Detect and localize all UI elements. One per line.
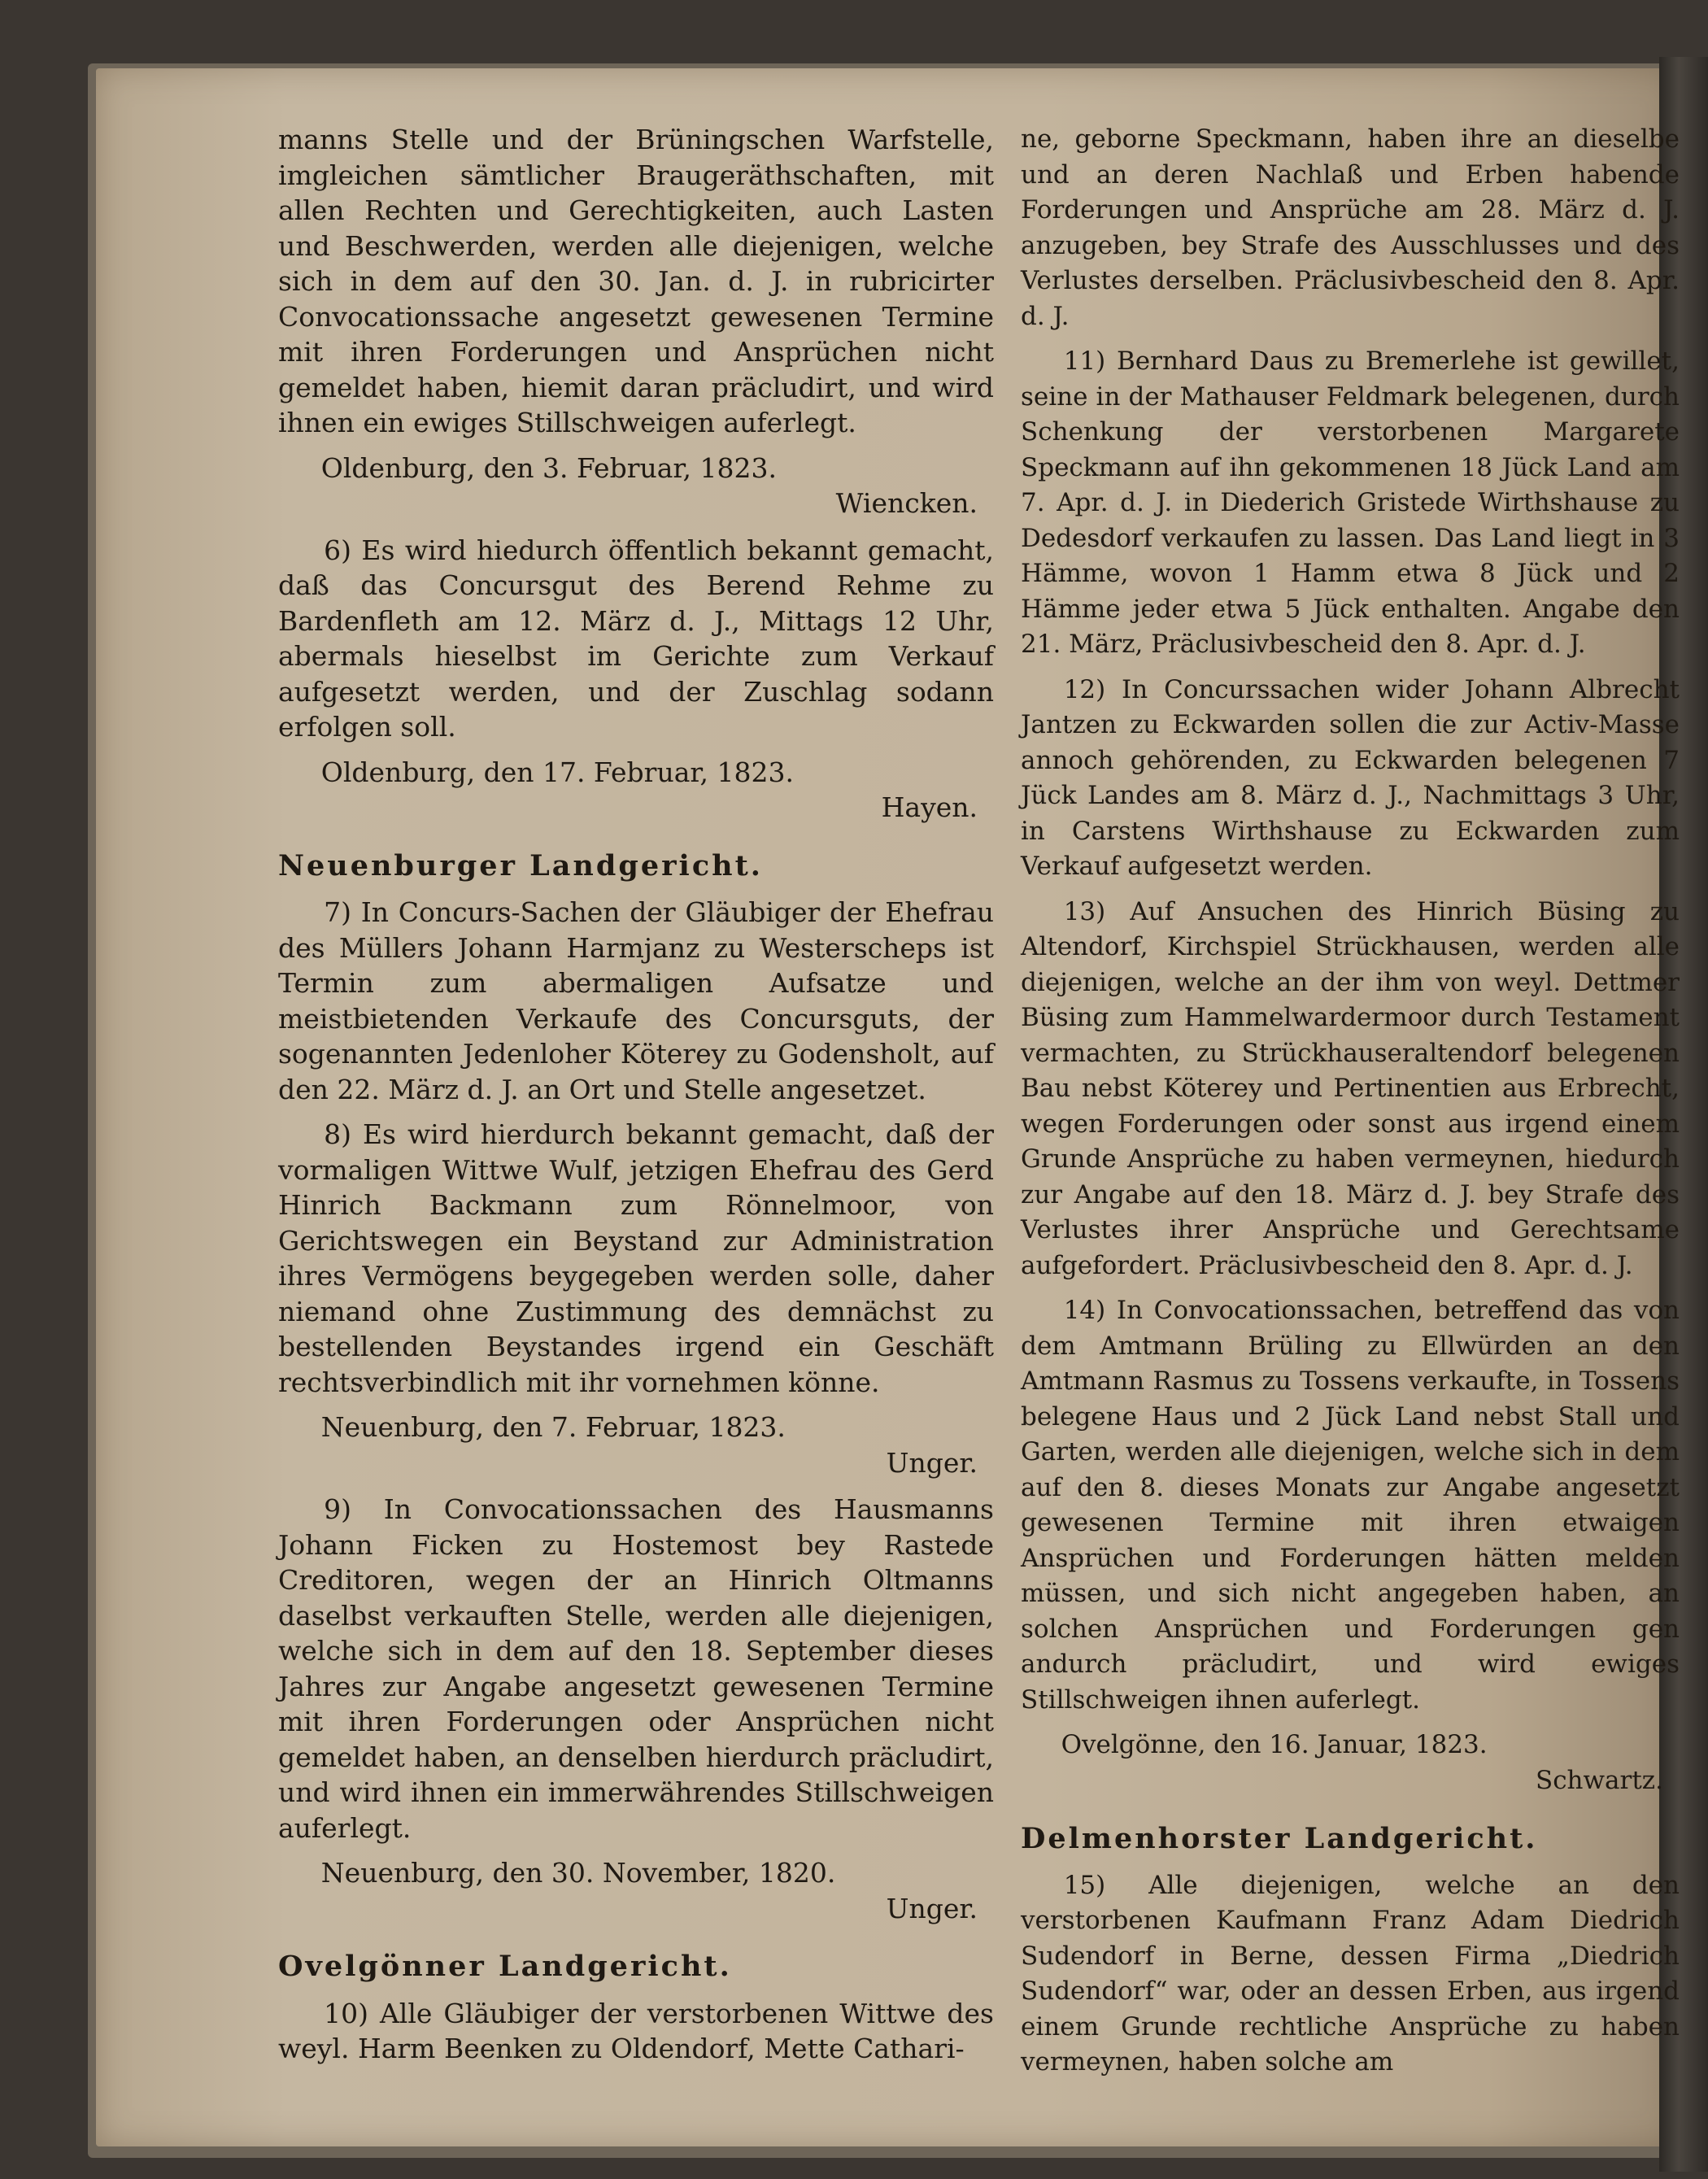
notice-5-dateline: Oldenburg, den 3. Februar, 1823. — [320, 451, 777, 484]
section-heading-ovelgoenne: Ovelgönner Landgericht. — [278, 1950, 732, 1983]
notice-9: 9) In Convocationssachen des Hausmanns Johann Ficken zu Hostemost bey Rastede Creditoren, wegen der an Hinrich Oltmanns daselbst verkauften Stelle, werden alle diejenigen, welche sich in dem auf den 18. September dieses Jahres zur Angabe angesetzt gewesenen Termine mit ihren Forderungen oder Ansprüchen nicht gemeldet haben, an denselben hierdurch präcludirt, und wird ihnen ein immerwährendes Stillschweigen auferlegt. — [278, 1493, 994, 1844]
notice-6-signature: Hayen. — [881, 791, 978, 823]
notice-9-signature: Unger. — [886, 1892, 978, 1924]
notice-8-signature: Unger. — [886, 1446, 978, 1479]
notice-11: 11) Bernhard Daus zu Bremerlehe ist gewillet, seine in der Mathauser Feldmark belegenen, durch Schenkung der verstorbenen Margarete Speckmann auf ihn gekommenen 18 Jück Land am 7. Apr. d. J. in Diederich Gristede Wirthshause zu Dedesdorf verkaufen zu lassen. Das Land liegt in 3 Hämme, wovon 1 Hamm etwa 8 Jück und 2 Hämme jeder etwa 5 Jück enthalten. Angabe den 21. März, Präclusivbescheid den 8. Apr. d. J. — [1021, 346, 1680, 659]
left-column — [278, 122, 994, 2077]
notice-6: 6) Es wird hiedurch öffentlich bekannt gemacht, daß das Concursgut des Berend Rehme zu Bardenfleth am 12. März d. J., Mittags 12 Uhr, abermals hieselbst im Gerichte zum Verkauf aufgesetzt werden, und der Zuschlag sodann erfolgen soll. — [278, 534, 994, 743]
section-heading-delmenhorst: Delmenhorster Landgericht. — [1021, 1822, 1538, 1855]
notice-10: 10) Alle Gläubiger der verstorbenen Wittwe des weyl. Harm Beenken zu Oldendorf, Mette Cathari- — [278, 1997, 994, 2064]
notice-6-dateline: Oldenburg, den 17. Februar, 1823. — [320, 756, 794, 788]
notice-5-signature: Wiencken. — [835, 487, 978, 519]
notice-9-dateline: Neuenburg, den 30. November, 1820. — [320, 1857, 836, 1889]
notice-7: 7) In Concurs-Sachen der Gläubiger der Ehefrau des Müllers Johann Harmjanz zu Westerscheps ist Termin zum abermaligen Aufsatze und meistbietenden Verkaufe des Concursguts, der sogenannten Jedenloher Köterey zu Godensholt, auf den 22. März d. J. an Ort und Stelle angesetzet. — [278, 896, 994, 1105]
notice-15: 15) Alle diejenigen, welche an den verstorbenen Kaufmann Franz Adam Diedrich Sudendorf in Berne, dessen Firma „Diedrich Sudendorf“ war, oder an dessen Erben, aus irgend einem Grunde rechtliche Ansprüche zu haben vermeynen, haben solche am — [1021, 1870, 1680, 2077]
notice-8: 8) Es wird hierdurch bekannt gemacht, daß der vormaligen Wittwe Wulf, jetzigen Ehefrau des Gerd Hinrich Backmann zum Rönnelmoor, von Gerichtswegen ein Beystand zur Administration ihres Vermögens beygegeben werden solle, daher niemand ohne Zustimmung des demnächst zu bestellenden Beystandes irgend ein Geschäft rechtsverbindlich mit ihr vornehmen könne. — [278, 1118, 994, 1398]
right-column — [1021, 122, 1680, 2090]
notice-14-dateline: Ovelgönne, den 16. Januar, 1823. — [1061, 1730, 1488, 1759]
notice-13: 13) Auf Ansuchen des Hinrich Büsing zu Altendorf, Kirchspiel Strückhausen, werden alle diejenigen, welche an der ihm von weyl. Dettmer Büsing zum Hammelwardermoor durch Testament vermachten, zu Strückhauseraltendorf belegenen Bau nebst Köterey und Pertinentien aus Erbrecht, wegen Forderungen oder sonst aus irgend einem Grunde Ansprüche zu haben vermeynen, hiedurch zur Angabe auf den 18. März d. J. bey Strafe des Verlustes ihrer Ansprüche und Gerechtsame aufgefordert. Präclusivbescheid den 8. Apr. d. J. — [1021, 896, 1680, 1280]
section-heading-neuenburg: Neuenburger Landgericht. — [278, 848, 763, 882]
notice-14: 14) In Convocationssachen, betreffend das von dem Amtmann Brüling zu Ellwürden an den Amtmann Rasmus zu Tossens verkaufte, in Tossens belegene Haus und 2 Jück Land nebst Stall und Garten, werden alle diejenigen, welche sich in dem auf den 8. dieses Monats zur Angabe angesetzt gewesenen Termine mit ihren etwaigen Ansprüchen und Forderungen hätten melden müssen, und sich nicht angegeben haben, an solchen Ansprüchen und Forderungen gen andurch präcludirt, und wird ewiges Stillschweigen ihnen auferlegt. — [1021, 1296, 1680, 1715]
notice-10-continuation: ne, geborne Speckmann, haben ihre an dieselbe und an deren Nachlaß und Erben habende Forderungen und Ansprüche am 28. März d. J. anzugeben, bey Strafe des Ausschlusses und des Verlustes derselben. Präclusivbescheid den 8. Apr. d. J. — [1021, 124, 1680, 331]
notice-12: 12) In Concurssachen wider Johann Albrecht Jantzen zu Eckwarden sollen die zur Activ-Masse annoch gehörenden, zu Eckwarden belegenen 7 Jück Landes am 8. März d. J., Nachmittags 3 Uhr, in Carstens Wirthshause zu Eckwarden zum Verkauf aufgesetzt werden. — [1021, 674, 1680, 881]
notice-14-signature: Schwartz. — [1535, 1765, 1663, 1795]
notice-8-dateline: Neuenburg, den 7. Februar, 1823. — [320, 1411, 786, 1443]
notice-5-continuation: manns Stelle und der Brüningschen Warfstelle, imgleichen sämtlicher Braugeräthschaften, mit allen Rechten und Gerechtigkeiten, auch Lasten und Beschwerden, werden alle diejenigen, welche sich in dem auf den 30. Jan. d. J. in rubricirter Convocationssache angesetzt gewesenen Termine mit ihren Forderungen und Ansprüchen nicht gemeldet haben, hiemit daran präcludirt, und wird ihnen ein ewiges Stillschweigen auferlegt. — [278, 124, 994, 438]
